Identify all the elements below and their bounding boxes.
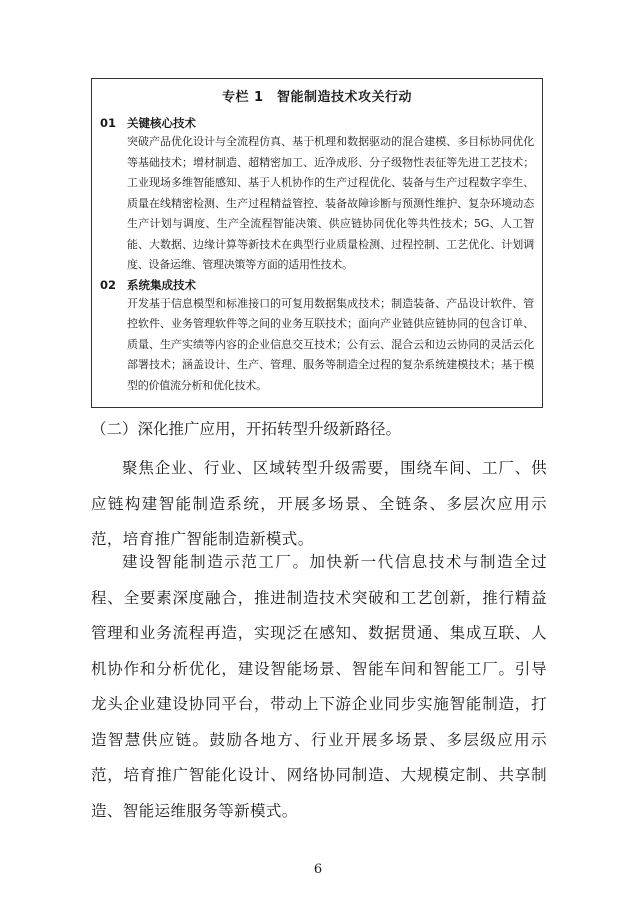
page-number: 6: [313, 862, 323, 877]
section-heading-row: [100, 277, 534, 294]
body-paragraph: 聚焦企业、行业、区域转型升级需要，围绕车间、工厂、供应链构建智能制造系统，开展多场景、全链条、多层次应用示范，培育推广智能制造新模式。: [91, 459, 547, 548]
section-body: 开发基于信息模型和标准接口的可复用数据集成技术；制造装备、产品设计软件、管控软件、业务管理软件等之间的业务互联技术；面向产业链供应链协同的包含订单、质量、生产实绩等内容的企业信息交互技术；公有云、混合云和边云协同的灵活云化部署技术；涵盖设计、生产、管理、服务等制造全过程的复杂系统建模技术；基于模型的价值流分析和优化技术。: [127, 296, 534, 392]
special-column-box: [91, 78, 543, 408]
box-section-system-integration: [100, 277, 534, 397]
section-heading: 关键核心技术: [127, 116, 196, 130]
section-number: 01: [100, 116, 117, 130]
box-section-key-technologies: [100, 115, 534, 276]
section-subheading: （二）深化推广应用，开拓转型升级新路径。: [91, 420, 402, 438]
section-number: 02: [100, 277, 117, 292]
section-heading: 系统集成技术: [127, 277, 196, 292]
body-paragraph: 建设智能制造示范工厂。加快新一代信息技术与制造全过程、全要素深度融合，推进制造技术突破和工艺创新，推行精益管理和业务流程再造，实现泛在感知、数据贯通、集成互联、人机协作和分析优化，建设智能场景、智能车间和智能工厂。引导龙头企业建设协同平台，带动上下游企业同步实施智能制造，打造智慧供应链。鼓励各地方、行业开展多场景、多层级应用示范，培育推广智能化设计、网络协同制造、大规模定制、共享制造、智能运维服务等新模式。: [91, 553, 547, 820]
section-heading-row: [100, 115, 534, 132]
section-body: 突破产品优化设计与全流程仿真、基于机理和数据驱动的混合建模、多目标协同优化等基础技术；增材制造、超精密加工、近净成形、分子级物性表征等先进工艺技术；工业现场多维智能感知、基于人机协作的生产过程优化、装备与生产过程数字孪生、质量在线精密检测、生产过程精益管控、装备故障诊断与预测性维护、复杂环境动态生产计划与调度、生产全流程智能决策、供应链协同优化等共性技术；5G、人工智能、大数据、边缘计算等新技术在典型行业质量检测、过程控制、工艺优化、计划调度、设备运维、管理决策等方面的适用性技术。: [127, 135, 534, 271]
box-title: 专栏 1 智能制造技术攻关行动: [221, 90, 413, 105]
